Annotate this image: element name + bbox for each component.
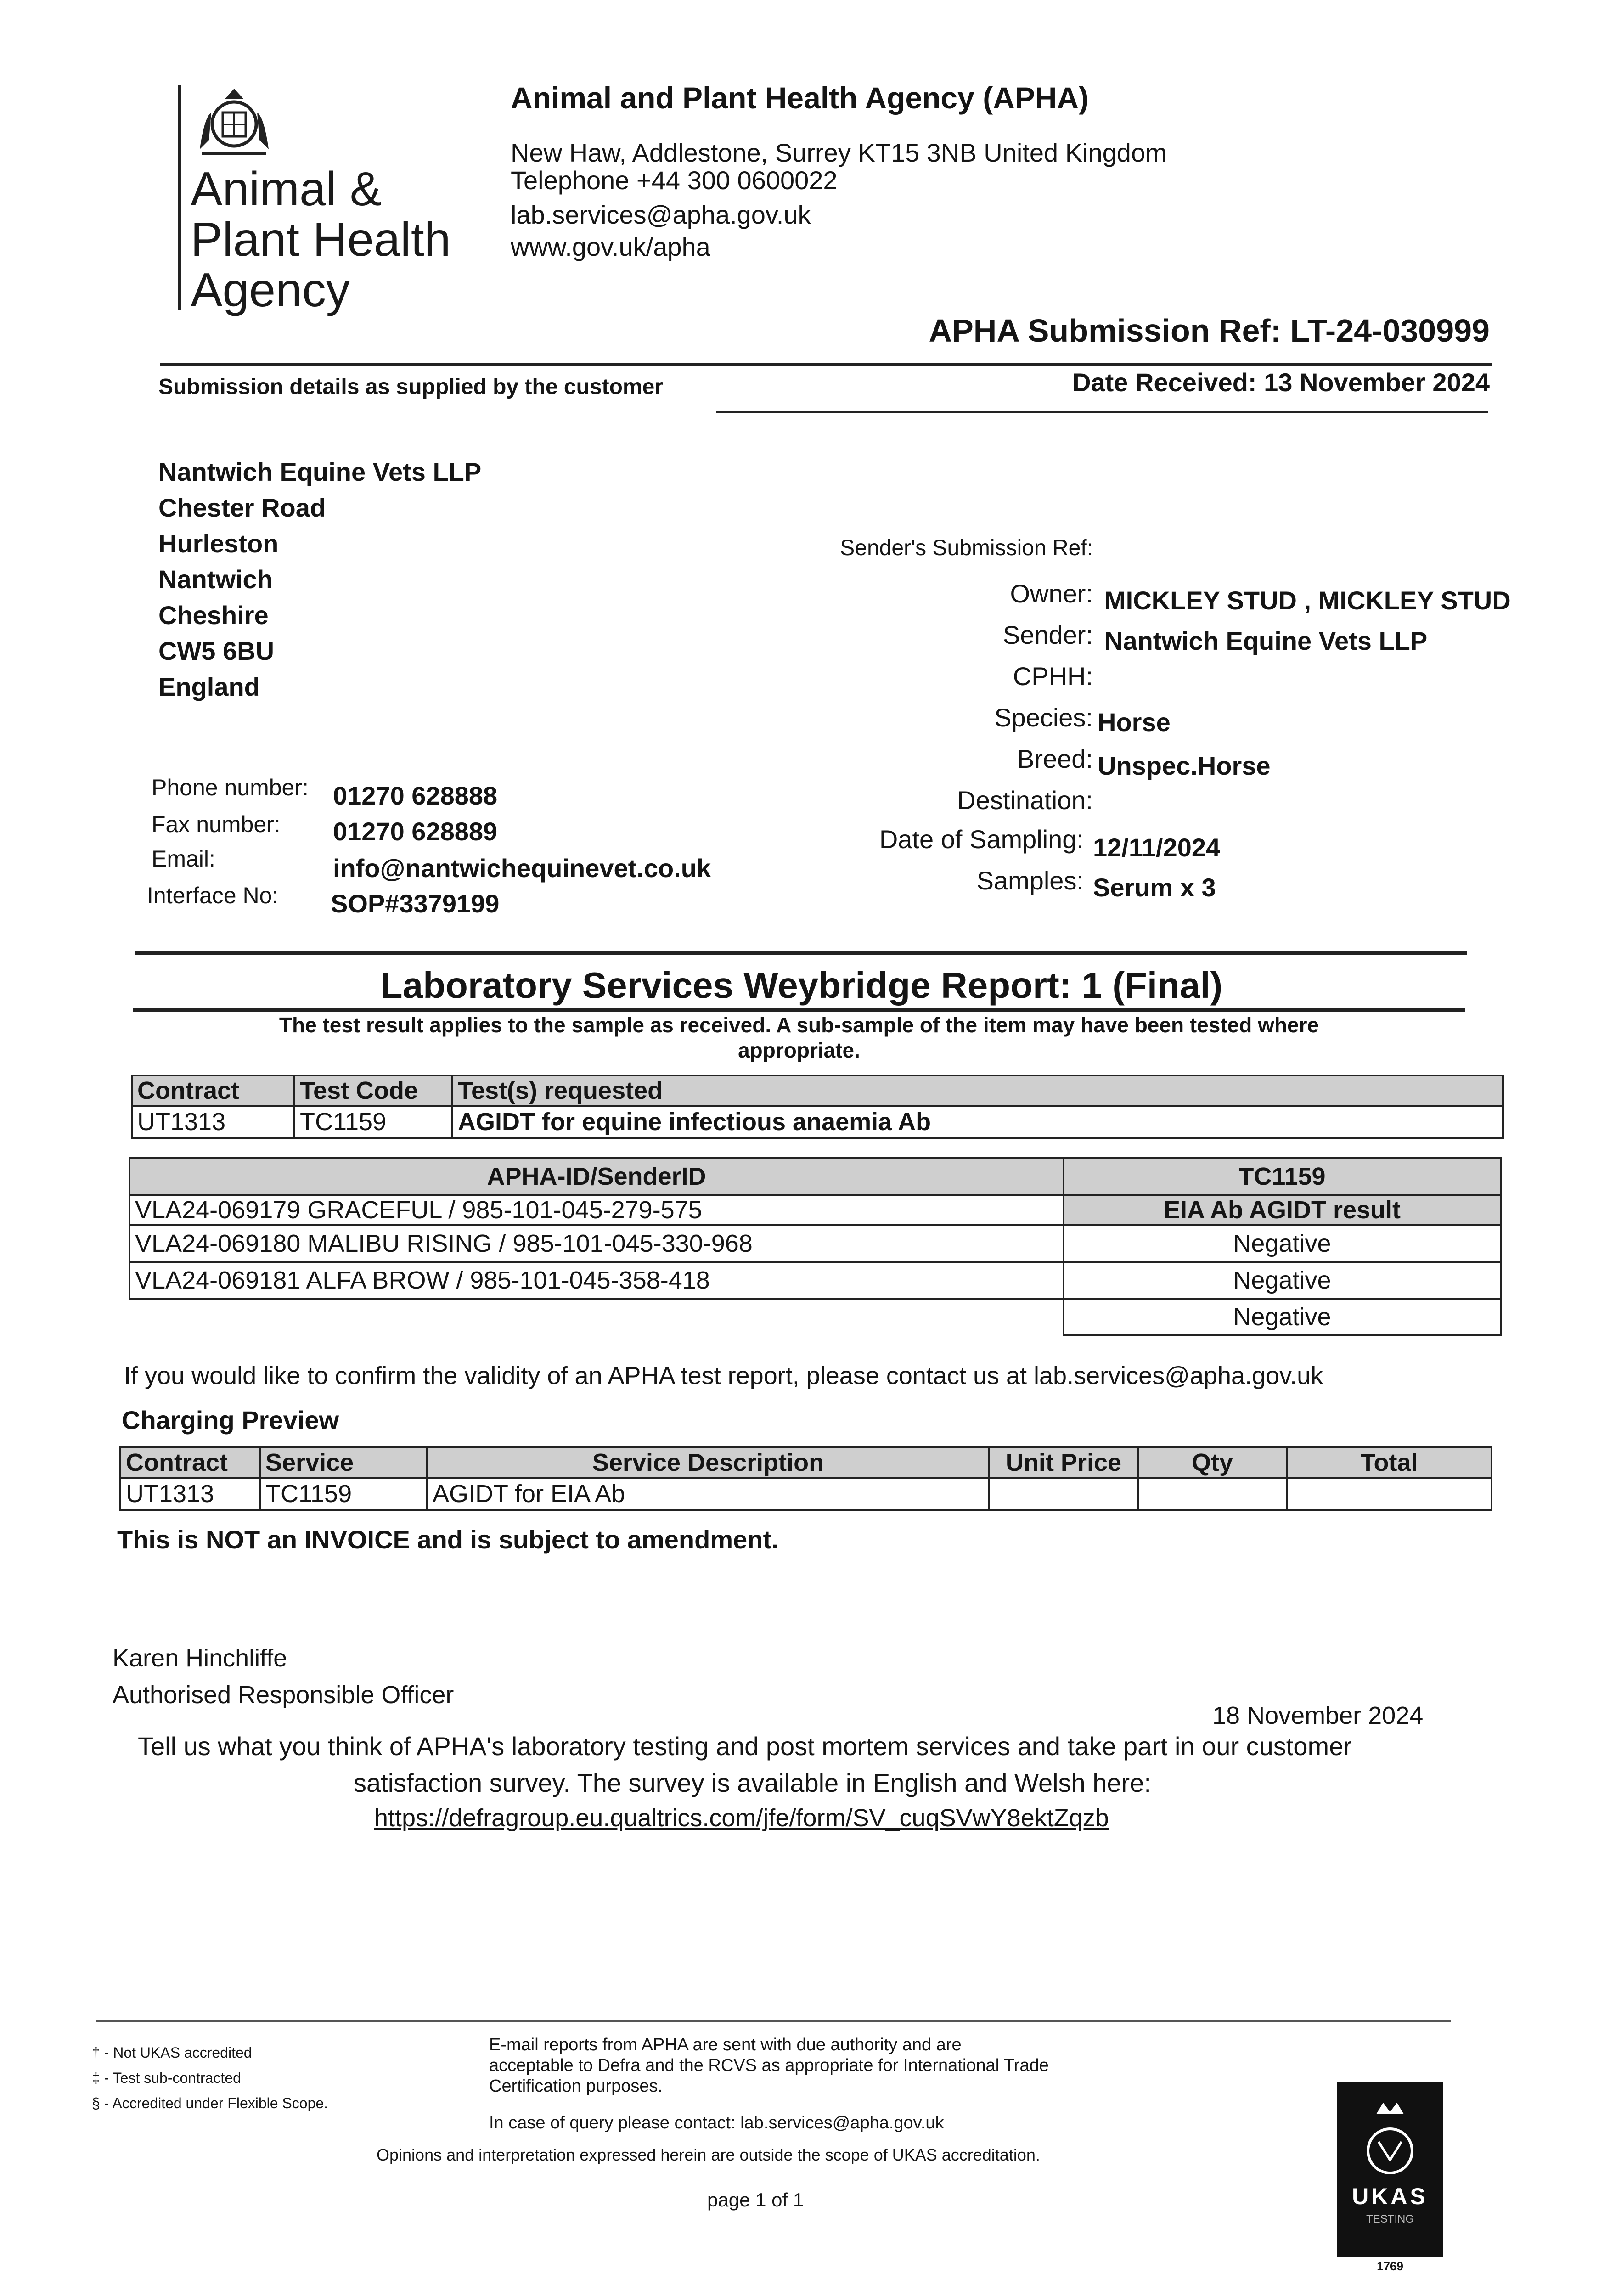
table-cell: AGIDT for EIA Ab: [427, 1478, 989, 1510]
agency-address: New Haw, Addlestone, Surrey KT15 3NB United Kingdom: [511, 138, 1167, 167]
destination-label: Destination:: [957, 786, 1093, 815]
table-cell: Negative: [1064, 1225, 1501, 1262]
sender-label: Sender:: [1002, 620, 1093, 649]
table-header-cell: TC1159: [1064, 1158, 1501, 1195]
table-header-cell: Qty: [1138, 1447, 1287, 1478]
report-date: 18 November 2024: [1212, 1702, 1424, 1729]
samples-label: Samples:: [976, 866, 1084, 895]
table-header-cell: Service: [260, 1447, 427, 1478]
table-header-cell: Test(s) requested: [452, 1075, 1503, 1106]
ukas-sub-label: TESTING: [1366, 2213, 1414, 2225]
table-header-cell: Contract: [132, 1075, 294, 1106]
interface-value: SOP#3379199: [331, 889, 500, 918]
legend-not-accredited: † - Not UKAS accredited: [92, 2044, 252, 2061]
logo-divider: [178, 85, 181, 310]
table-cell: VLA24-069179 GRACEFUL / 985-101-045-279-575: [129, 1195, 1064, 1225]
customer-address-line: Hurleston: [158, 529, 279, 558]
table-cell: VLA24-069181 ALFA BROW / 985-101-045-358-418: [129, 1262, 1064, 1299]
fax-label: Fax number:: [152, 811, 281, 837]
customer-address-line: England: [158, 672, 260, 701]
ukas-label: UKAS: [1352, 2183, 1428, 2209]
table-header-cell: Total: [1287, 1447, 1492, 1478]
table-cell: UT1313: [120, 1478, 260, 1510]
table-cell: Negative: [1064, 1262, 1501, 1299]
agency-telephone: Telephone +44 300 0600022: [511, 166, 838, 195]
validity-note: If you would like to confirm the validity of an APHA test report, please contact us at lab.services@apha.gov.uk: [124, 1362, 1323, 1390]
report-note: The test result applies to the sample as received. A sub-sample of the item may have been tested where: [279, 1013, 1319, 1037]
signatory-role: Authorised Responsible Officer: [113, 1681, 454, 1709]
ukas-badge: [1337, 2082, 1443, 2257]
signatory-name: Karen Hinchliffe: [113, 1644, 287, 1672]
table-header-cell: Service Description: [427, 1447, 989, 1478]
customer-address-line: Cheshire: [158, 601, 269, 630]
customer-address-line: Nantwich Equine Vets LLP: [158, 457, 482, 486]
customer-address-line: Chester Road: [158, 493, 326, 522]
senders-ref-label: Sender's Submission Ref:: [840, 536, 1093, 560]
table-row: [129, 1262, 1501, 1299]
table-cell: UT1313: [132, 1106, 294, 1138]
table-header-cell: Contract: [120, 1447, 260, 1478]
email-value: info@nantwichequinevet.co.uk: [333, 854, 711, 883]
sampling-value: 12/11/2024: [1093, 833, 1221, 862]
footer-rule: [96, 2020, 1451, 2022]
sampling-label: Date of Sampling:: [879, 825, 1084, 854]
email-label: Email:: [152, 846, 215, 872]
legend-flexible-scope: § - Accredited under Flexible Scope.: [92, 2095, 328, 2111]
table-row: [129, 1225, 1501, 1262]
agency-email: lab.services@apha.gov.uk: [511, 200, 811, 229]
email-authority-note: E-mail reports from APHA are sent with due authority and are: [489, 2035, 962, 2054]
phone-value: 01270 628888: [333, 781, 498, 810]
fax-value: 01270 628889: [333, 817, 498, 846]
table-cell: [129, 1299, 1064, 1335]
table-cell: VLA24-069180 MALIBU RISING / 985-101-045-330-968: [129, 1225, 1064, 1262]
legend-sub-contracted: ‡ - Test sub-contracted: [92, 2070, 241, 2086]
owner-value: MICKLEY STUD , MICKLEY STUD: [1104, 586, 1511, 615]
logo-text-line-3: Agency: [191, 264, 350, 317]
species-label: Species:: [994, 703, 1093, 732]
customer-address-line: CW5 6BU: [158, 636, 275, 665]
customer-address-line: Nantwich: [158, 565, 273, 594]
samples-value: Serum x 3: [1093, 873, 1216, 902]
table-cell: TC1159: [294, 1106, 452, 1138]
date-received: Date Received: 13 November 2024: [1072, 368, 1490, 397]
interface-label: Interface No:: [147, 883, 279, 908]
details-rule: [716, 411, 1488, 413]
charging-heading: Charging Preview: [122, 1406, 339, 1435]
table-cell: [1138, 1478, 1287, 1510]
survey-text: Tell us what you think of APHA's laboratory testing and post mortem services and take part in our customer: [138, 1732, 1352, 1761]
breed-value: Unspec.Horse: [1098, 751, 1271, 780]
ukas-number: 1769: [1377, 2259, 1403, 2273]
email-authority-note-end: Certification purposes.: [489, 2077, 663, 2096]
table-header-cell: APHA-ID/SenderID: [129, 1158, 1064, 1195]
table-cell: TC1159: [260, 1478, 427, 1510]
breed-label: Breed:: [1017, 744, 1093, 773]
results-table: [129, 1157, 1502, 1336]
table-row: [132, 1106, 1503, 1138]
sender-value: Nantwich Equine Vets LLP: [1104, 626, 1428, 655]
agency-website: www.gov.uk/apha: [511, 232, 710, 261]
query-contact: In case of query please contact: lab.services@apha.gov.uk: [489, 2113, 944, 2133]
table-header-cell: EIA Ab AGIDT result: [1064, 1195, 1501, 1225]
tests-requested-table: [131, 1075, 1504, 1139]
ukas-crown-icon: [1362, 2096, 1418, 2178]
email-authority-note-cont: acceptable to Defra and the RCVS as appropriate for International Trade: [489, 2056, 1049, 2075]
phone-label: Phone number:: [152, 775, 309, 800]
report-title: Laboratory Services Weybridge Report: 1 (Final): [380, 965, 1223, 1006]
header-rule: [160, 363, 1492, 366]
survey-link[interactable]: https://defragroup.eu.qualtrics.com/jfe/form/SV_cuqSVwY8ektZqzb: [374, 1804, 1109, 1832]
submission-details-heading: Submission details as supplied by the customer: [158, 375, 663, 399]
not-invoice-note: This is NOT an INVOICE and is subject to amendment.: [117, 1525, 779, 1554]
table-cell: AGIDT for equine infectious anaemia Ab: [452, 1106, 1503, 1138]
logo-text-line-1: Animal &: [191, 163, 382, 216]
table-cell: Negative: [1064, 1299, 1501, 1335]
report-rule-bottom: [133, 1008, 1465, 1012]
ukas-scope-note: Opinions and interpretation expressed herein are outside the scope of UKAS accreditation.: [377, 2145, 1040, 2164]
royal-crest-icon: [191, 85, 278, 158]
agency-name: Animal and Plant Health Agency (APHA): [511, 81, 1089, 115]
table-cell: [989, 1478, 1138, 1510]
page-number: page 1 of 1: [707, 2189, 804, 2211]
table-header-cell: Unit Price: [989, 1447, 1138, 1478]
report-rule-top: [135, 951, 1467, 955]
species-value: Horse: [1098, 708, 1171, 737]
cphh-label: CPHH:: [1013, 662, 1093, 691]
report-note-cont: appropriate.: [738, 1038, 860, 1062]
table-cell: [1287, 1478, 1492, 1510]
table-row: [120, 1478, 1492, 1510]
submission-ref: APHA Submission Ref: LT-24-030999: [929, 313, 1490, 349]
owner-label: Owner:: [1010, 579, 1093, 608]
survey-text-cont: satisfaction survey. The survey is available in English and Welsh here:: [354, 1768, 1151, 1797]
charging-table: [119, 1446, 1492, 1511]
table-header-cell: Test Code: [294, 1075, 452, 1106]
logo-text-line-2: Plant Health: [191, 213, 451, 266]
table-row: [129, 1299, 1501, 1335]
